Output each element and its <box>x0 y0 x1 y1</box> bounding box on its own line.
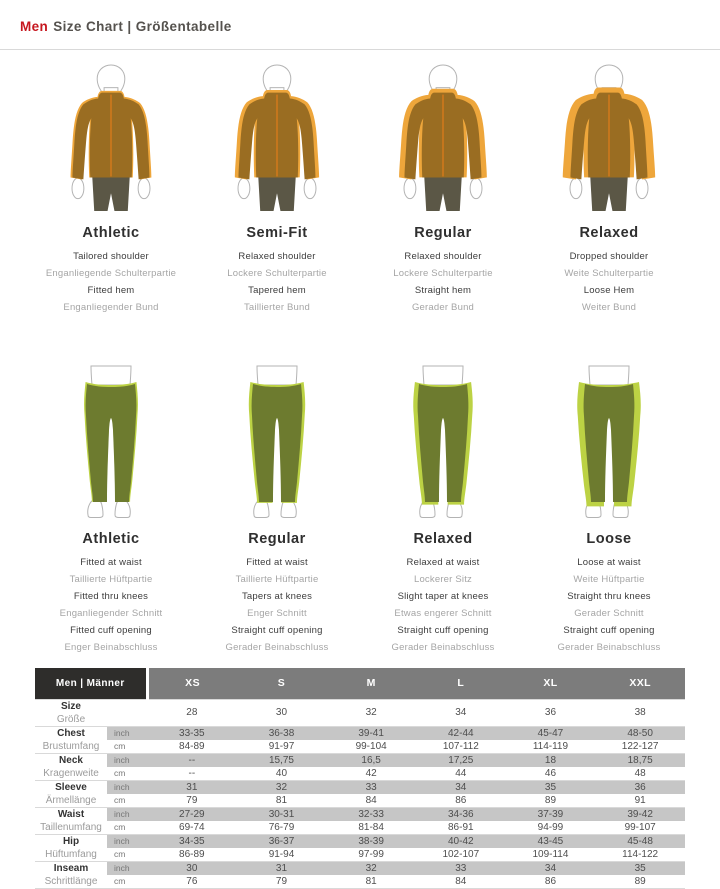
fit-detail-en: Slight taper at knees <box>397 591 489 602</box>
unit-cell: cm <box>114 794 126 805</box>
size-value-cell: 97-99 <box>358 848 384 860</box>
fit-detail-en: Tapers at knees <box>241 591 313 602</box>
figure-hand-left <box>570 178 582 199</box>
unit-cell: cm <box>114 875 126 886</box>
fit-detail-de: Lockere Schulterpartie <box>227 268 327 279</box>
row-label-en: Inseam <box>35 861 107 875</box>
fit-detail-en: Fitted at waist <box>246 557 308 568</box>
page-header <box>0 0 720 50</box>
fit-title: Athletic <box>82 225 140 241</box>
figure-shorts <box>590 176 628 211</box>
size-value-cell: 81 <box>365 875 377 887</box>
unit-cell: inch <box>107 780 147 794</box>
size-value-cell: 15,75 <box>237 753 327 767</box>
fit-detail-en: Straight cuff opening <box>563 625 655 636</box>
size-value-cell: 45-48 <box>595 834 685 848</box>
size-value-cell: -- <box>147 753 237 767</box>
size-value-cell: 16,5 <box>326 753 416 767</box>
table-row <box>35 807 685 821</box>
fit-detail-de: Enganliegender Schnitt <box>59 608 163 619</box>
row-label-en: Waist <box>35 807 107 821</box>
size-value-cell: 40-42 <box>416 834 506 848</box>
fit-detail-en: Relaxed shoulder <box>404 251 482 262</box>
size-table-corner-cell: Men | Männer <box>35 668 147 699</box>
jacket-figure-svg <box>383 62 503 212</box>
fit-detail-de: Gerader Beinabschluss <box>391 642 495 653</box>
fit-detail-de: Lockerer Sitz <box>413 574 473 585</box>
row-label-en: Neck <box>35 753 107 767</box>
unit-cell: inch <box>107 753 147 767</box>
table-row <box>35 861 685 875</box>
fit-detail-en: Loose Hem <box>583 285 635 296</box>
unit-cell: cm <box>114 848 126 859</box>
size-value-cell: 107-112 <box>442 740 479 752</box>
fit-detail-en: Dropped shoulder <box>569 251 649 262</box>
size-value-cell: 89 <box>634 875 646 887</box>
size-table-body <box>35 699 685 888</box>
size-value-cell: 40 <box>275 767 288 779</box>
size-value-cell: 18 <box>506 753 596 767</box>
fit-detail-de: Enger Schnitt <box>247 608 307 619</box>
pants-figure <box>360 360 526 518</box>
size-value-cell: 33 <box>416 861 506 875</box>
size-value-cell: 18,75 <box>595 753 685 767</box>
pants-figure <box>526 360 692 518</box>
size-column-header: M <box>326 668 416 699</box>
size-value-cell: 86 <box>544 875 557 887</box>
size-value-cell: 32 <box>326 699 416 726</box>
fit-detail-de: Weiter Bund <box>581 302 637 313</box>
fit-card <box>28 62 194 316</box>
size-value-cell: 91-97 <box>268 740 295 752</box>
size-column-header: XL <box>506 668 596 699</box>
fit-detail-de: Gerader Bund <box>411 302 475 313</box>
size-table-section <box>0 656 720 889</box>
pants-figure <box>28 360 194 518</box>
fit-detail-de: Taillierte Hüftpartie <box>235 574 319 585</box>
size-value-cell: 39-41 <box>326 726 416 740</box>
size-value-cell: 84-89 <box>179 740 205 752</box>
table-row <box>35 834 685 848</box>
unit-cell: cm <box>114 821 126 832</box>
fit-detail-de: Taillierter Bund <box>243 302 311 313</box>
unit-cell: inch <box>107 726 147 740</box>
figure-hand-left <box>404 178 416 199</box>
unit-cell: inch <box>107 807 147 821</box>
size-value-cell: 33-35 <box>147 726 237 740</box>
fit-card <box>194 360 360 656</box>
pants-body <box>86 384 137 502</box>
size-column-header: XS <box>147 668 237 699</box>
size-value-cell: 32-33 <box>326 807 416 821</box>
fit-detail-en: Fitted at waist <box>80 557 142 568</box>
figure-foot-right <box>115 500 130 518</box>
size-value-cell: 33 <box>326 780 416 794</box>
unit-cell <box>107 699 147 726</box>
fit-title: Regular <box>248 531 306 547</box>
unit-cell: cm <box>114 767 126 778</box>
figure-waist <box>589 366 629 385</box>
size-value-cell: 99-107 <box>624 821 656 833</box>
size-value-cell: 81 <box>275 794 288 806</box>
unit-cell: inch <box>107 861 147 875</box>
row-label-en: Sleeve <box>35 780 107 794</box>
size-value-cell: 17,25 <box>416 753 506 767</box>
table-row <box>35 740 685 754</box>
size-value-cell: 45-47 <box>506 726 596 740</box>
fit-card <box>28 360 194 656</box>
table-row <box>35 875 685 889</box>
size-value-cell: 109-114 <box>532 848 569 860</box>
fit-detail-en: Straight thru knees <box>567 591 651 602</box>
figure-waist <box>257 366 297 385</box>
size-value-cell: 30-31 <box>237 807 327 821</box>
fit-detail-en: Relaxed at waist <box>406 557 480 568</box>
size-value-cell: 35 <box>506 780 596 794</box>
unit-cell: inch <box>107 834 147 848</box>
size-value-cell: 27-29 <box>147 807 237 821</box>
fit-detail-de: Gerader Beinabschluss <box>557 642 661 653</box>
size-value-cell: 99-104 <box>355 740 387 752</box>
table-row <box>35 780 685 794</box>
size-value-cell: 36-38 <box>237 726 327 740</box>
row-label-en: Size <box>35 699 107 713</box>
size-value-cell: 84 <box>365 794 377 806</box>
fit-detail-de: Enger Beinabschluss <box>64 642 158 653</box>
size-value-cell: 114-122 <box>622 848 659 860</box>
size-value-cell: 42-44 <box>416 726 506 740</box>
fit-detail-en: Fitted thru knees <box>73 591 149 602</box>
fit-detail-en: Loose at waist <box>577 557 641 568</box>
size-value-cell: 76-79 <box>268 821 295 833</box>
size-value-cell: 39-42 <box>595 807 685 821</box>
row-label-de: Schrittlänge <box>44 875 98 887</box>
size-value-cell: 84 <box>455 875 467 887</box>
table-row <box>35 767 685 781</box>
size-value-cell: -- <box>188 767 196 779</box>
jacket-figure-svg <box>549 62 669 212</box>
table-row <box>35 848 685 862</box>
size-value-cell: 28 <box>147 699 237 726</box>
size-value-cell: 76 <box>186 875 198 887</box>
size-value-cell: 114-119 <box>532 740 569 752</box>
figure-hand-right <box>138 178 150 199</box>
size-value-cell: 79 <box>186 794 198 806</box>
size-value-cell: 42 <box>365 767 377 779</box>
row-label-de: Hüftumfang <box>45 848 97 860</box>
pants-figure-svg <box>217 360 337 518</box>
figure-hand-right <box>636 178 648 199</box>
size-value-cell: 30 <box>147 861 237 875</box>
fit-detail-en: Tapered hem <box>248 285 306 296</box>
row-label-de: Größe <box>56 713 86 725</box>
fit-title: Athletic <box>82 531 140 547</box>
fit-detail-de: Enganliegender Bund <box>63 302 159 313</box>
fit-card <box>360 360 526 656</box>
jacket-figure-svg <box>51 62 171 212</box>
table-row <box>35 699 685 713</box>
size-value-cell: 46 <box>544 767 557 779</box>
fit-detail-en: Tailored shoulder <box>73 251 149 262</box>
fit-detail-de: Gerader Beinabschluss <box>225 642 329 653</box>
pants-fit-row <box>0 360 720 656</box>
pants-body <box>252 384 303 502</box>
page-title: Size Chart | Größentabelle <box>53 19 232 34</box>
fit-title: Relaxed <box>579 225 639 241</box>
figure-waist <box>423 366 463 385</box>
jacket-figure <box>360 62 526 212</box>
fit-detail-de: Weite Schulterpartie <box>564 268 654 279</box>
jacket-fit-row <box>0 62 720 316</box>
size-value-cell: 31 <box>237 861 327 875</box>
size-table <box>35 668 685 889</box>
size-value-cell: 34-35 <box>147 834 237 848</box>
pants-body <box>584 384 635 502</box>
fit-detail-en: Fitted cuff opening <box>70 625 152 636</box>
table-row <box>35 794 685 808</box>
fit-detail-en: Straight hem <box>414 285 472 296</box>
size-value-cell: 79 <box>275 875 288 887</box>
size-value-cell: 38-39 <box>326 834 416 848</box>
row-label-de: Ärmellänge <box>45 794 97 806</box>
figure-shorts <box>92 176 130 211</box>
size-value-cell: 34-36 <box>416 807 506 821</box>
row-label-en: Hip <box>35 834 107 848</box>
figure-hand-left <box>238 178 250 199</box>
size-value-cell: 91 <box>634 794 646 806</box>
pants-figure-svg <box>549 360 669 518</box>
fit-detail-en: Straight cuff opening <box>397 625 489 636</box>
size-value-cell: 32 <box>237 780 327 794</box>
size-column-header: S <box>237 668 327 699</box>
fit-detail-en: Relaxed shoulder <box>238 251 316 262</box>
fit-detail-de: Enganliegende Schulterpartie <box>45 268 177 279</box>
size-value-cell: 86-91 <box>448 821 474 833</box>
fit-card <box>526 62 692 316</box>
fit-card <box>360 62 526 316</box>
size-value-cell: 38 <box>595 699 685 726</box>
row-label-de: Brustumfang <box>42 740 100 752</box>
pants-figure <box>194 360 360 518</box>
row-label-de: Kragenweite <box>43 767 99 779</box>
header-brand-word: Men <box>20 19 49 34</box>
fit-card <box>194 62 360 316</box>
fit-title: Semi-Fit <box>246 225 308 241</box>
jacket-figure <box>526 62 692 212</box>
size-value-cell: 30 <box>237 699 327 726</box>
size-value-cell: 48-50 <box>595 726 685 740</box>
figure-shorts <box>258 176 296 211</box>
figure-hand-right <box>304 178 316 199</box>
fit-detail-de: Lockere Schulterpartie <box>393 268 493 279</box>
fit-title: Loose <box>586 531 632 547</box>
table-row <box>35 753 685 767</box>
fit-detail-en: Fitted hem <box>87 285 135 296</box>
size-value-cell: 37-39 <box>506 807 596 821</box>
size-value-cell: 35 <box>595 861 685 875</box>
size-value-cell: 102-107 <box>442 848 480 860</box>
fit-title: Relaxed <box>413 531 473 547</box>
table-row <box>35 726 685 740</box>
pants-figure-svg <box>383 360 503 518</box>
size-column-header: L <box>416 668 506 699</box>
size-value-cell: 43-45 <box>506 834 596 848</box>
size-column-header: XXL <box>595 668 685 699</box>
fit-title: Regular <box>414 225 472 241</box>
size-table-header-row <box>35 668 685 699</box>
figure-waist <box>91 366 131 385</box>
fit-card <box>526 360 692 656</box>
size-value-cell: 34 <box>506 861 596 875</box>
size-value-cell: 94-99 <box>537 821 564 833</box>
table-row <box>35 821 685 835</box>
size-value-cell: 34 <box>416 699 506 726</box>
size-value-cell: 31 <box>147 780 237 794</box>
fit-detail-en: Straight cuff opening <box>231 625 323 636</box>
pants-figure-svg <box>51 360 171 518</box>
row-label-de: Taillenumfang <box>40 821 102 833</box>
fit-detail-de: Weite Hüftpartie <box>573 574 645 585</box>
size-value-cell: 81-84 <box>358 821 384 833</box>
fit-detail-de: Gerader Schnitt <box>574 608 644 619</box>
size-value-cell: 48 <box>634 767 646 779</box>
size-value-cell: 34 <box>416 780 506 794</box>
jacket-figure-svg <box>217 62 337 212</box>
size-value-cell: 69-74 <box>179 821 205 833</box>
size-value-cell: 36 <box>506 699 596 726</box>
size-value-cell: 36 <box>595 780 685 794</box>
size-value-cell: 44 <box>455 767 467 779</box>
jacket-figure <box>28 62 194 212</box>
size-value-cell: 91-94 <box>268 848 295 860</box>
figure-hand-right <box>470 178 482 199</box>
unit-cell: cm <box>114 740 126 751</box>
pants-body <box>418 384 469 502</box>
size-value-cell: 32 <box>326 861 416 875</box>
figure-shorts <box>424 176 462 211</box>
size-value-cell: 86-89 <box>179 848 205 860</box>
size-table-head <box>35 668 685 699</box>
fit-detail-de: Etwas engerer Schnitt <box>394 608 492 619</box>
size-value-cell: 86 <box>455 794 467 806</box>
fit-detail-de: Taillierte Hüftpartie <box>69 574 153 585</box>
figure-foot-left <box>88 500 103 518</box>
row-label-en: Chest <box>35 726 107 740</box>
size-value-cell: 36-37 <box>237 834 327 848</box>
jacket-figure <box>194 62 360 212</box>
figure-hand-left <box>72 178 84 199</box>
size-value-cell: 122-127 <box>621 740 659 752</box>
size-value-cell: 89 <box>544 794 557 806</box>
